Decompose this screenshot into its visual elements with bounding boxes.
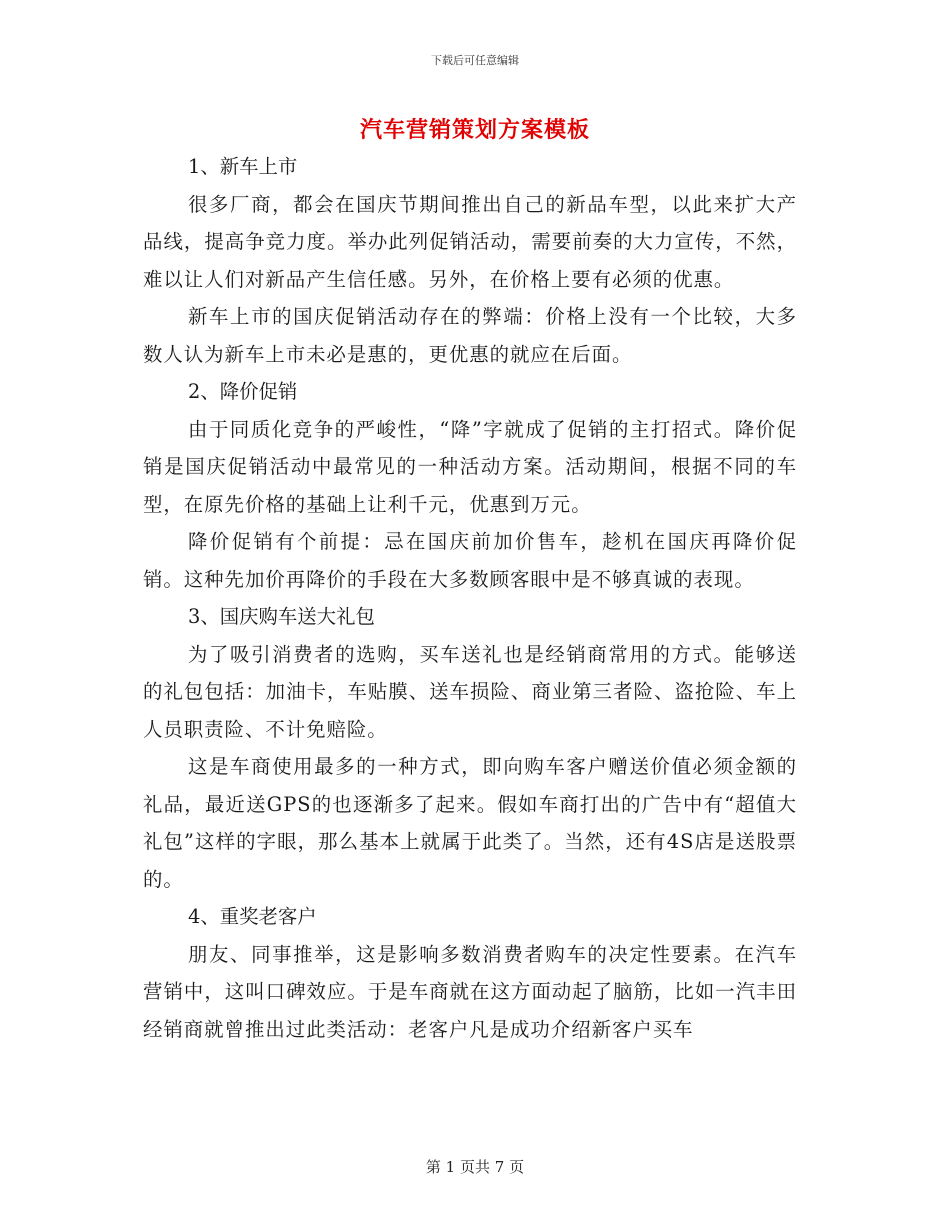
paragraph: 为了吸引消费者的选购，买车送礼也是经销商常用的方式。能够送的礼包包括：加油卡，车贴膜、送车损险、商业第三者险、盗抢险、车上人员职责险、不计免赔险。: [143, 642, 797, 741]
section-heading: 1、新车上市: [188, 155, 298, 178]
section-heading: 2、降价促销: [188, 380, 298, 403]
paragraph: 新车上市的国庆促销活动存在的弊端：价格上没有一个比较，大多数人认为新车上市未必是惠的，更优惠的就应在后面。: [143, 305, 797, 366]
page-header-note: 下载后可任意编辑: [431, 54, 519, 67]
page-number: 第 1 页共 7 页: [425, 1158, 525, 1176]
document-title: 汽车营销策划方案模板: [359, 117, 590, 143]
paragraph: 由于同质化竞争的严峻性，“降”字就成了促销的主打招式。降价促销是国庆促销活动中最常见的一种活动方案。活动期间，根据不同的车型，在原先价格的基础上让利千元，优惠到万元。: [143, 417, 797, 516]
paragraph: 很多厂商，都会在国庆节期间推出自己的新品车型，以此来扩大产品线，提高争竞力度。举办此列促销活动，需要前奏的大力宣传，不然，难以让人们对新品产生信任感。另外，在价格上要有必须的优惠。: [143, 192, 797, 291]
document-body: [143, 148, 797, 1048]
section-heading: 4、重奖老客户: [188, 905, 317, 928]
paragraph: 降价促销有个前提：忌在国庆前加价售车，趁机在国庆再降价促销。这种先加价再降价的手段在大多数顾客眼中是不够真诚的表现。: [143, 530, 797, 591]
section-heading: 3、国庆购车送大礼包: [188, 605, 375, 628]
paragraph: 朋友、同事推举，这是影响多数消费者购车的决定性要素。在汽车营销中，这叫口碑效应。于是车商就在这方面动起了脑筋，比如一汽丰田经销商就曾推出过此类活动：老客户凡是成功介绍新客户买车: [143, 942, 797, 1041]
paragraph: 这是车商使用最多的一种方式，即向购车客户赠送价值必须金额的礼品，最近送GPS的也逐渐多了起来。假如车商打出的广告中有“超值大礼包”这样的字眼，那么基本上就属于此类了。当然，还有4S店是送股票的。: [143, 755, 797, 891]
